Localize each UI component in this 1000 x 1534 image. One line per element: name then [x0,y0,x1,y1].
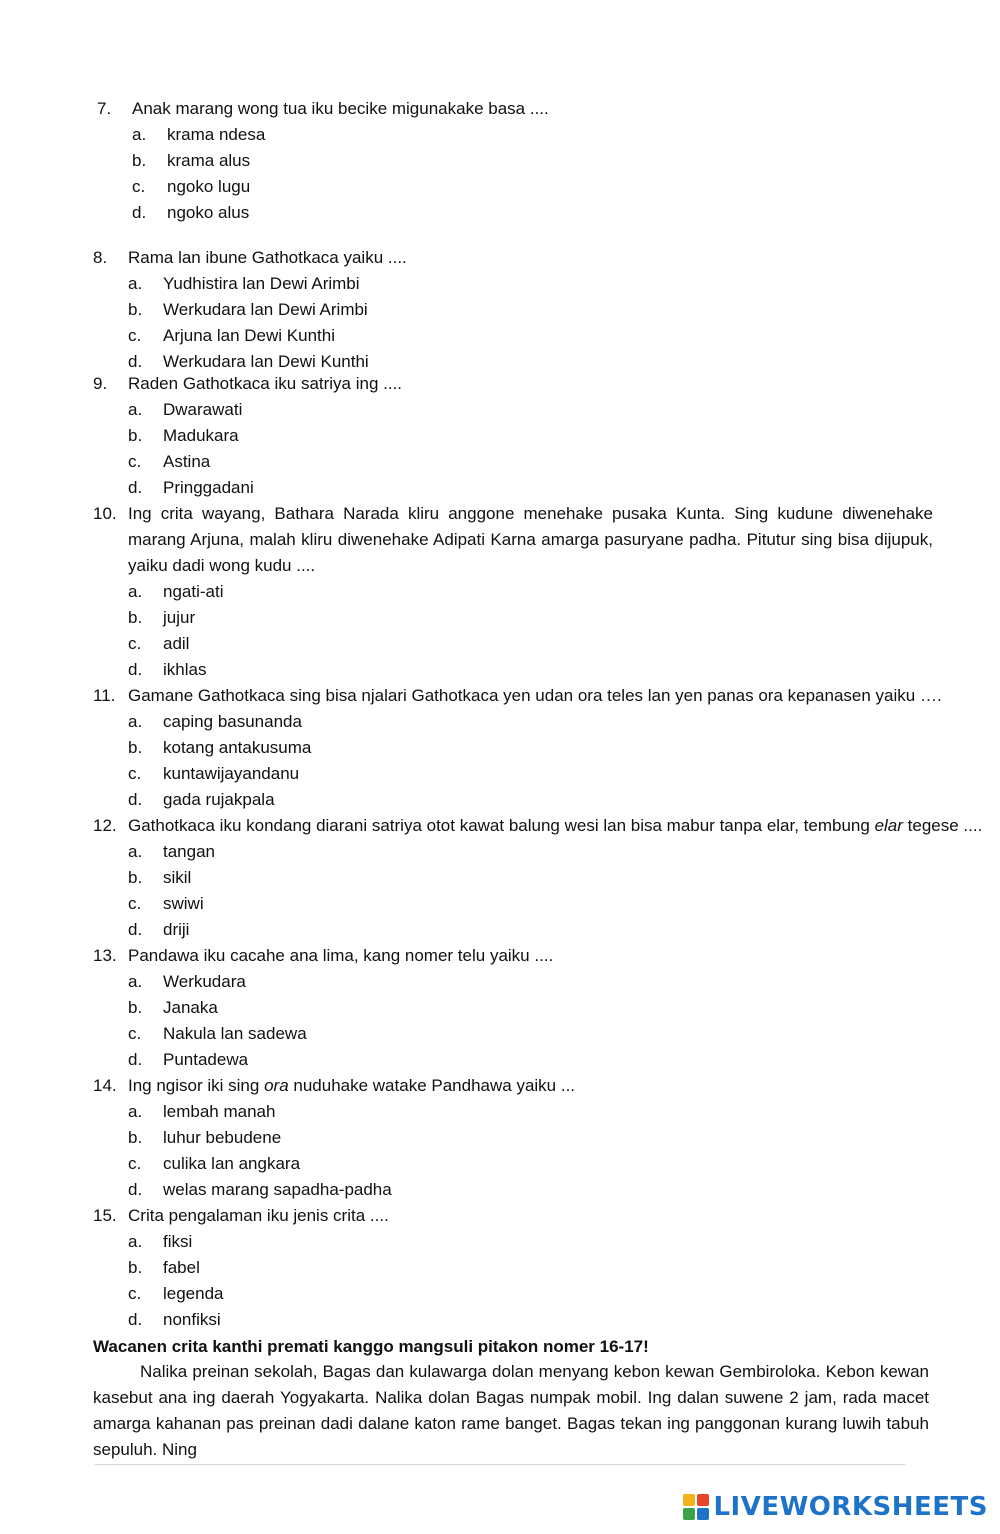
emphasized-word: elar [874,816,903,835]
option-a[interactable]: a. tangan [128,842,215,861]
question-stem: Crita pengalaman iku jenis crita .... [128,1206,389,1225]
option-c[interactable]: c. Nakula lan sadewa [128,1024,307,1043]
option-d[interactable]: d. Werkudara lan Dewi Kunthi [128,352,369,371]
option-d[interactable]: d. Puntadewa [128,1050,249,1069]
question-7 [97,96,937,226]
option-b[interactable]: b. luhur bebudene [128,1128,282,1147]
option-a[interactable]: a. Dwarawati [128,400,243,419]
option-b[interactable]: b. kotang antakusuma [128,738,312,757]
question-stem: Ing ngisor iki sing ora nuduhake watake Pandhawa yaiku ... [128,1076,576,1095]
question-9 [93,371,933,501]
question-15 [93,1203,933,1333]
question-stem: Anak marang wong tua iku becike migunakake basa .... [132,99,549,118]
question-number: 11. [93,686,116,705]
reading-passage: Nalika preinan sekolah, Bagas dan kulawarga dolan menyang kebon kewan Gembiroloka. Kebon kewan kasebut ana ing daerah Yogyakarta. Nalika dolan Bagas numpak mobil. Ing dalan suwene 2 jam, rada macet amarga kahanan pas preinan dadi dalane katon rame banget. Bagas tekan ing panggonan kurang luwih tabuh sepuluh. Ning [93,1362,929,1459]
question-number: 14. [93,1076,117,1095]
option-d[interactable]: d. ikhlas [128,660,207,679]
option-d[interactable]: d. nonfiksi [128,1310,221,1329]
page-divider [95,1464,905,1465]
option-b[interactable]: b. fabel [128,1258,200,1277]
option-c[interactable]: c. legenda [128,1284,224,1303]
option-c[interactable]: c. culika lan angkara [128,1154,301,1173]
option-b[interactable]: b. Madukara [128,426,239,445]
question-number: 8. [93,248,108,267]
question-stem: Ing crita wayang, Bathara Narada kliru anggone menehake pusaka Kunta. Sing kudune diwenehake marang Arjuna, malah kliru diwenehake Adipati Karna amarga pasuryane padha. Pitutur sing bisa dijupuk, yaiku dadi wong kudu .... [128,504,933,575]
option-b[interactable]: b. krama alus [132,151,251,170]
option-d[interactable]: d. gada rujakpala [128,790,275,809]
question-number: 15. [93,1206,117,1225]
question-8 [93,245,933,375]
option-c[interactable]: c. Arjuna lan Dewi Kunthi [128,326,335,345]
question-number: 9. [93,374,108,393]
question-number: 13. [93,946,117,965]
option-d[interactable]: d. welas marang sapadha-padha [128,1180,392,1199]
question-12 [93,813,983,943]
option-a[interactable]: a. lembah manah [128,1102,276,1121]
question-stem: Gathotkaca iku kondang diarani satriya otot kawat balung wesi lan bisa mabur tanpa elar, tembung elar tegese .... [128,816,983,835]
option-a[interactable]: a. caping basunanda [128,712,302,731]
question-11 [93,683,942,813]
option-b[interactable]: b. Janaka [128,998,218,1017]
liveworksheets-logo-icon [683,1494,709,1520]
question-stem: Rama lan ibune Gathotkaca yaiku .... [128,248,407,267]
question-stem: Pandawa iku cacahe ana lima, kang nomer telu yaiku .... [128,946,554,965]
question-number: 10. [93,504,117,523]
option-c[interactable]: c. kuntawijayandanu [128,764,300,783]
question-stem: Gamane Gathotkaca sing bisa njalari Gathotkaca yen udan ora teles lan yen panas ora kepanasen yaiku …. [128,686,942,705]
option-a[interactable]: a. krama ndesa [132,125,266,144]
question-number: 7. [97,99,112,118]
brand-logo[interactable] [683,1492,988,1522]
option-a[interactable]: a. Werkudara [128,972,246,991]
option-c[interactable]: c. Astina [128,452,211,471]
question-10 [93,501,933,683]
option-b[interactable]: b. Werkudara lan Dewi Arimbi [128,300,368,319]
option-a[interactable]: a. fiksi [128,1232,193,1251]
option-c[interactable]: c. swiwi [128,894,204,913]
question-14 [93,1073,933,1203]
option-b[interactable]: b. jujur [128,608,196,627]
option-d[interactable]: d. ngoko alus [132,203,250,222]
question-number: 12. [93,816,117,835]
question-stem: Raden Gathotkaca iku satriya ing .... [128,374,403,393]
option-d[interactable]: d. driji [128,920,190,939]
option-c[interactable]: c. adil [128,634,190,653]
option-c[interactable]: c. ngoko lugu [132,177,251,196]
emphasized-word: ora [264,1076,289,1095]
question-13 [93,943,933,1073]
reading-heading: Wacanen crita kanthi premati kanggo mangsuli pitakon nomer 16-17! [93,1337,649,1356]
option-d[interactable]: d. Pringgadani [128,478,254,497]
option-a[interactable]: a. Yudhistira lan Dewi Arimbi [128,274,360,293]
brand-name: LIVEWORKSHEETS [713,1492,988,1522]
option-a[interactable]: a. ngati-ati [128,582,224,601]
option-b[interactable]: b. sikil [128,868,192,887]
